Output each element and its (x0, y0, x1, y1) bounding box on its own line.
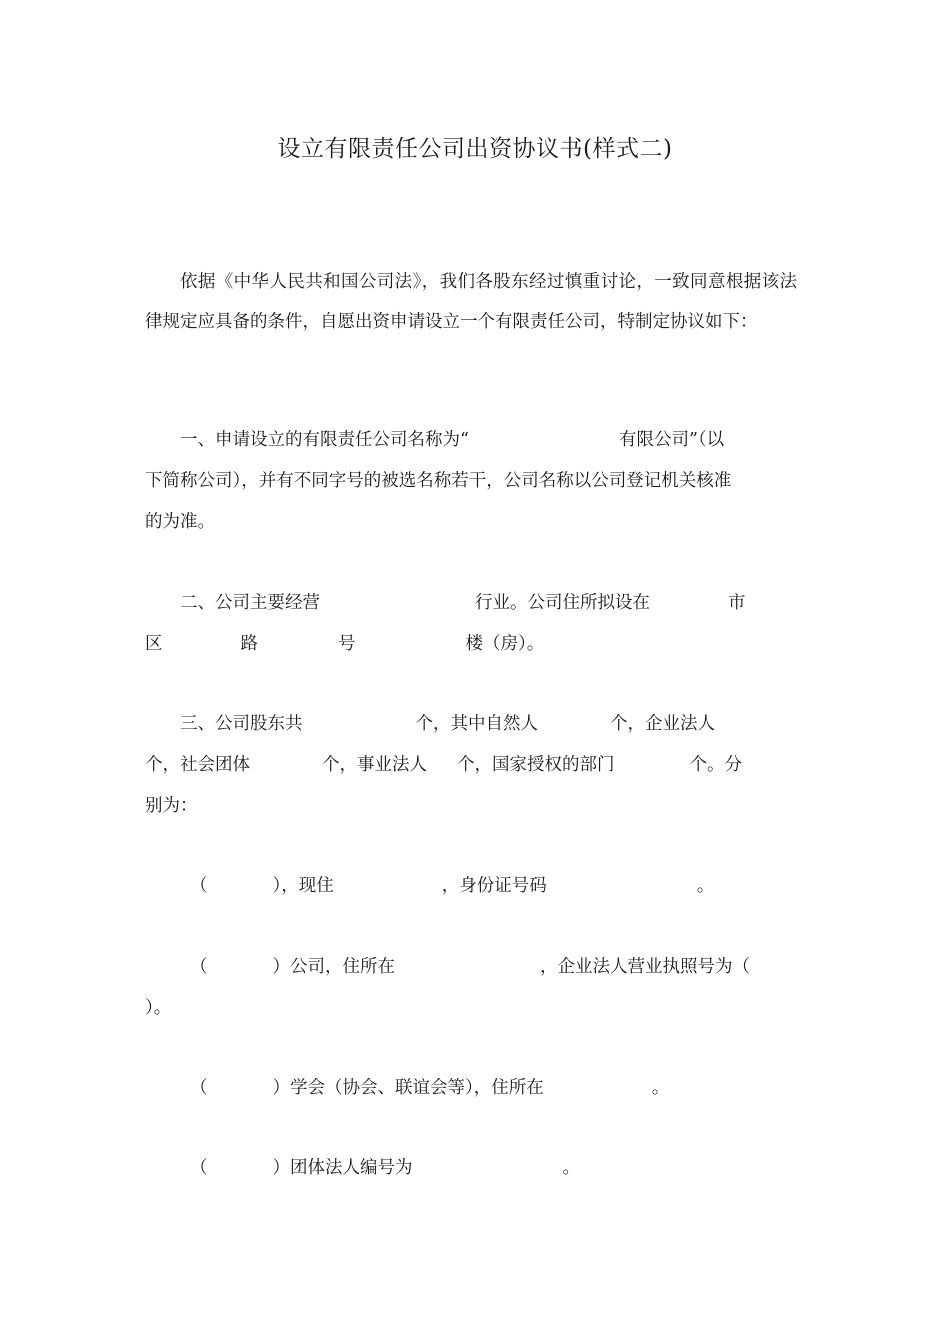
clause-2-text-c: 市 (728, 593, 746, 613)
clause-2-text-b: 行业。公司住所拟设在 (475, 593, 650, 613)
shareholder-4-text-c: 。 (562, 1158, 580, 1178)
clause-2-line-2 (145, 624, 797, 664)
shareholder-4-line (145, 1148, 797, 1188)
clause-3-text-g: 个。分 (689, 755, 742, 775)
shareholder-3-line (145, 1068, 797, 1108)
shareholder-1-text-d: 。 (696, 876, 715, 896)
shareholder-3-text-c: 。 (651, 1078, 670, 1098)
clause-2-line-1 (145, 583, 797, 623)
clause-3-line-3: 别为： (145, 796, 198, 816)
clause-3-line-1 (145, 704, 797, 744)
shareholder-4-text-b: ）团体法人编号为 (272, 1158, 413, 1178)
clause-1-text-b: 有限公司”（以 (618, 430, 725, 450)
shareholder-2-text-a: （ (190, 957, 208, 977)
clause-2-text-a: 二、公司主要经营 (180, 593, 320, 613)
shareholder-2-line-2: ）。 (145, 998, 172, 1018)
shareholder-3-text-a: （ (190, 1078, 208, 1098)
clause-2-text-g: 楼（房）。 (465, 634, 545, 654)
clause-1-text-a: 一、申请设立的有限责任公司名称为“ (180, 430, 469, 450)
clause-3-text-b: 个，其中自然人 (415, 714, 538, 734)
clause-1-line-1 (145, 420, 797, 460)
shareholder-2-line-1 (145, 947, 797, 987)
shareholder-1-text-b: ），现住 (272, 876, 334, 896)
intro-paragraph: 依据《中华人民共和国公司法》，我们各股东经过慎重讨论，一致同意根据该法律规定应具备的条件，自愿出资申请设立一个有限责任公司，特制定协议如下： (145, 272, 797, 332)
clause-1-line-3: 的为准。 (145, 512, 215, 532)
clause-2-text-e: 路 (240, 634, 258, 654)
clause-3-text-c: 个，企业法人 (610, 714, 715, 734)
shareholder-1-text-c: ，身份证号码 (441, 876, 547, 896)
shareholder-3-text-b: ）学会（协会、联谊会等），住所在 (272, 1078, 544, 1098)
shareholder-1-text-a: （ (190, 876, 208, 896)
document-title: 设立有限责任公司出资协议书(样式二) (277, 136, 673, 162)
clause-3-text-d: 个，社会团体 (145, 755, 250, 775)
shareholder-2-text-b: ）公司，住所在 (272, 957, 395, 977)
clause-3-text-f: 个，国家授权的部门 (457, 755, 615, 775)
clause-1-line-2: 下简称公司），并有不同字号的被选名称若干，公司名称以公司登记机关核准 (145, 471, 732, 491)
shareholder-4-text-a: （ (190, 1158, 208, 1178)
shareholder-2-text-c: ，企业法人营业执照号为（ (540, 957, 750, 977)
clause-2-text-d: 区 (145, 634, 163, 654)
clause-3-text-a: 三、公司股东共 (180, 714, 303, 734)
clause-3-line-2 (145, 745, 797, 785)
shareholder-1-line (145, 866, 797, 906)
clause-2-text-f: 号 (338, 634, 356, 654)
clause-3-text-e: 个，事业法人 (322, 755, 427, 775)
